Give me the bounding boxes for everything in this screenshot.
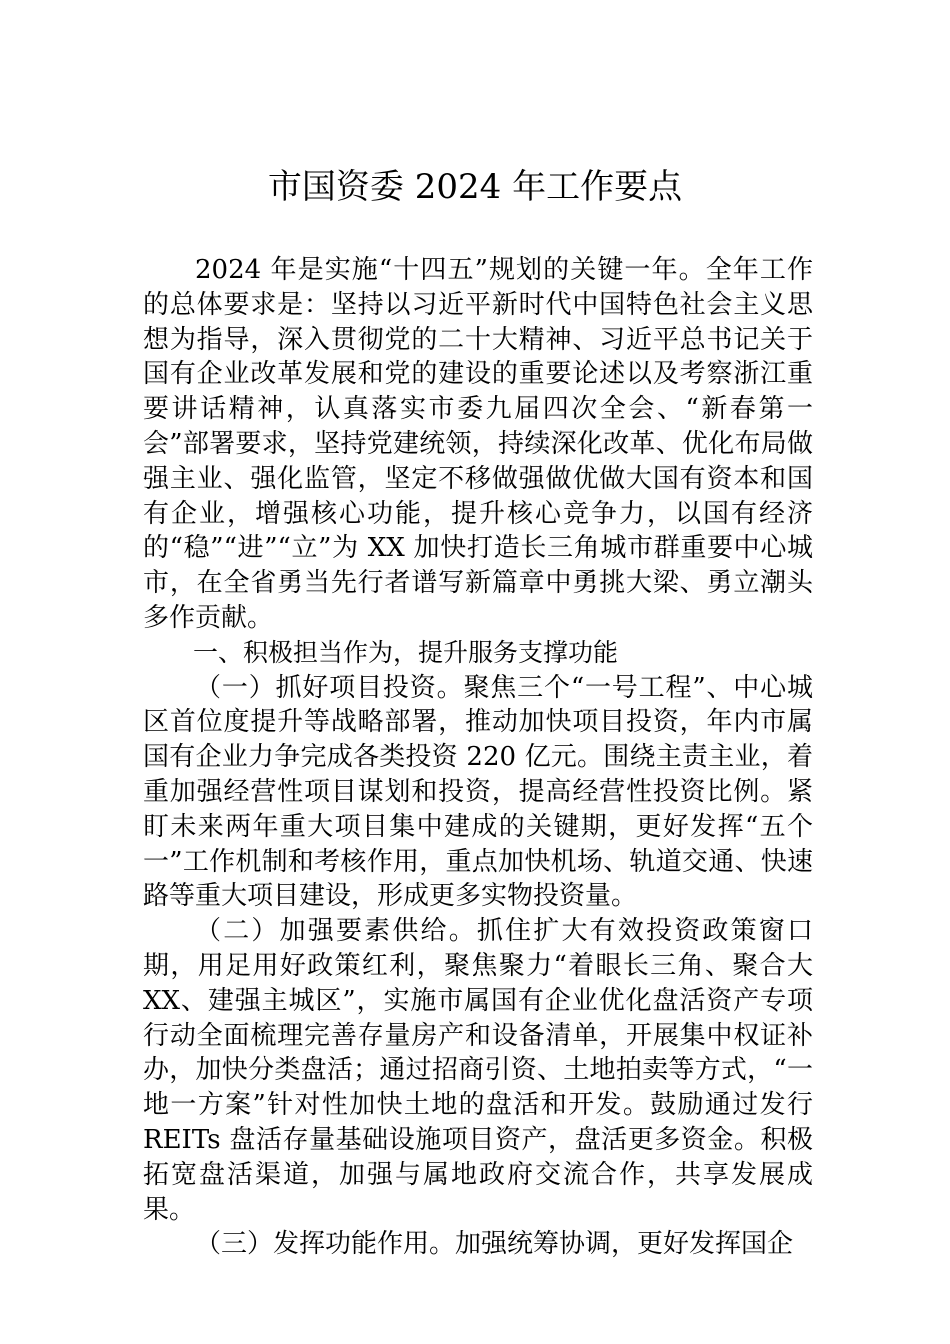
document-title: 市国资委 2024 年工作要点 [267,167,683,207]
document-body [143,253,813,1262]
item-paragraph-3: （三）发挥功能作用。加强统筹协调，更好发挥国企 [195,1229,794,1260]
item-paragraph-2: （二）加强要素供给。抓住扩大有效投资政策窗口期，用足用好政策红利，聚焦聚力“着眼长三角、聚合大 XX、建强主城区”，实施市属国有企业优化盘活资产专项行动全面梳理完善存量房产和设备清单，开展集中权证补办，加快分类盘活；通过招商引资、土地拍卖等方式，“一地一方案”针对性加快土地的盘活和开发。鼓励通过发行 REITs 盘活存量基础设施项目资产，盘活更多资金。积极拓宽盘活渠道，加强与属地政府交流合作，共享发展成果。 [143,916,813,1225]
section-heading-1: 一、积极担当作为，提升服务支撑功能 [193,637,619,667]
intro-paragraph: 2024 年是实施“十四五”规划的关键一年。全年工作的总体要求是：坚持以习近平新时代中国特色社会主义思想为指导，深入贯彻党的二十大精神、习近平总书记关于国有企业改革发展和党的建设的重要论述以及考察浙江重要讲话精神，认真落实市委九届四次全会、“新春第一会”部署要求，坚持党建统领，持续深化改革、优化布局做强主业、强化监管，坚定不移做强做优做大国有资本和国有企业，增强核心功能，提升核心竞争力，以国有经济的“稳”“进”“立”为 XX 加快打造长三角城市群重要中心城市，在全省勇当先行者谱写新篇章中勇挑大梁、勇立潮头多作贡献。 [143,255,813,633]
item-paragraph-1: （一）抓好项目投资。聚焦三个“一号工程”、中心城区首位度提升等战略部署，推动加快项目投资，年内市属国有企业力争完成各类投资 220 亿元。围绕主责主业，着重加强经营性项目谋划和投资，提高经营性投资比例。紧盯未来两年重大项目集中建成的关键期，更好发挥“五个一”工作机制和考核作用，重点加快机场、轨道交通、快速路等重大项目建设，形成更多实物投资量。 [143,672,813,912]
